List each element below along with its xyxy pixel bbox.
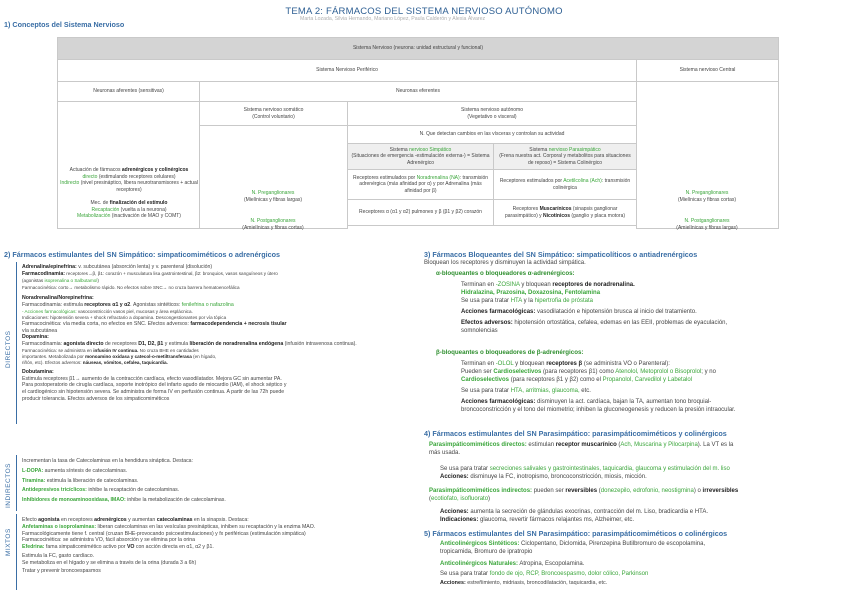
alpha-blockers-title: α-bloqueantes o bloqueadores α-adrenérgicos: — [436, 270, 575, 277]
noradrenaline-receptors-cell: Receptores estimulados por Noradrenalina (NA): transmisión adrenérgica (más afinidad por α) y por Adrenalina (más afinidad por β) — [348, 170, 494, 200]
indirectos-block: Incrementan la tasa de Catecolaminas en la hendidura sináptica. Destaca: L-DOPA: aumenta síntesis de catecolaminas. Tiramina: estimula la liberación de catecolaminas. Antidepresivos tricíclicos: inhibe la recaptación de catecolaminas. Inhibidores de monoaminooxidasa, IMAO: inhibe la metabolización de catecolaminas. — [22, 458, 226, 503]
postganglionic-1: N. Postganglionares (Amielínicas y fibras cortas) — [242, 218, 304, 231]
indirect-uses: Acciones: aumenta la secreción de glándulas exocrinas, contracción del m. Liso, bradicardia e HTA. Indicaciones: glaucoma, revertir fármacos relajantes ms, Alzheimer, etc. — [440, 509, 709, 524]
page-title: TEMA 2: FÁRMACOS DEL SISTEMA NERVIOSO AUTÓNOMO — [285, 6, 563, 17]
somatic-cell: Sistema nervioso somático (Control voluntario) — [200, 102, 348, 126]
autonomic-cell: Sistema nervioso autónomo (Vegetativo o visceral) — [348, 102, 637, 126]
beta-blockers-title: β-bloqueantes o bloqueadores de β-adrenérgicos: — [436, 349, 584, 356]
mixtos-block: Efecto agonista en receptores adrenérgicos y aumentan catecolaminas en la sinapsis. Destaca: Anfetaminas o isoprolaminas: liberan catecolaminas en las vesículas presinápticas, inhiben su recaptación y la enzima MAO. Farmacológicamente tiene f. central (cruzan BHE-provocando psicoestimulaciones) y fx periféricas (estimulación simpática) Farmacocinética: se administra VO, fácil absorción y se elimina por la orina Efedrina: fama simpaticomimético activo por VO con acción directa en α1, α2 y β1. Estimula la FC, gasto cardíaco. Se metaboliza en el hígado y se elimina a través de la orina (durada 3 a 6h) Tratar y prevenir broncoespasmos — [22, 517, 316, 575]
afferent-cell: Neuronas aferentes (sensitivas) — [58, 82, 200, 102]
central-blank-cell — [637, 82, 779, 229]
side-label-indirectos: INDIRECTOS — [5, 463, 12, 508]
acetylcholine-receptors-cell: Receptores estimulados por Acetilcolina (Ach): transmisión colinérgica — [494, 170, 637, 200]
visceral-detect-cell: N. Que detectan cambios en las vísceras y controlan su actividad — [348, 126, 637, 144]
directos-bracket — [16, 262, 17, 424]
preganglionic-1: N. Preganglionares (Mielínicas y fibras largas) — [243, 190, 303, 203]
side-label-mixtos: MIXTOS — [5, 528, 12, 556]
somatic-blank-cell — [200, 126, 348, 229]
anticholinergic-block: Anticolinérgicos Sintéticos: Ciclopentano, Diclomida, Pirenzepina Butilbromuro de escopolamina, tropicamida, Bromuro de ipratropio Anticolinérgicos Naturales: Atropina, Escopolamina. Se usa para tratar fondo de ojo, RCP, Broncoespasmo, dolor cólico, Parkinson Acciones: estreñimiento, midriasis, broncodilatación, taquicardia, etc. — [440, 541, 706, 587]
section-1-title: 1) Conceptos del Sistema Nervioso — [4, 20, 125, 29]
efferent-cell: Neuronas eferentes — [200, 82, 637, 102]
indirectos-bracket — [16, 455, 17, 511]
alpha-blockers-block: Terminan en -ZOSINA y bloquean receptores de noradrenalina. Hidralazina, Prazosina, Doxazosina, Fentolamina Se usa para tratar HTA y la hipertrofia de próstata Acciones farmacológicas: vasodilatación e hipotensión brusca al inicio del tratamiento. Efectos adversos: hipotensión ortostática, cefalea, edemas en las EEII, problemas de eyaculación, somnolencias — [461, 282, 728, 335]
section-2-title: 2) Fármacos estimulantes del SN Simpático: simpaticomiméticos o adrenérgicos — [4, 250, 281, 259]
directos-block: Adrenalina/epinefrina: v. subcutánea (absorción lenta) y v. parenteral (disolución) Farmacodinamia: receptores→β, β1: corazón + musculatura lisa gastrointestinal, β2: bronquios, vasos sanguíneos y útero (agonistas isoprenalina o Salbutamol) Farmacocinética: corto→ metabolismo rápido. No efectos sobre SNC→ no cruza barrera hematoencefálica Noradrenalina/Norepinefrina: Farmacodinamia: estimula receptores α1 y α2. Agonistas sintéticos: fenilefrina o nafazolina - Acciones farmacológicas: vasoconstricción vasos piel, mucosas y área esplácnica. Indicaciones: hipotensión severa + shock refractario a dopamina. Descongestionantes por vía tópica Farmacocinética: vía media corta, no efectos en SNC. Efectos adversos: farmacodependencia + necrosis tisular vía subcutánea Dopamina: Farmacodinamia: agonista directo de receptores D1, D2, β1 y estimula liberación de noradrenalina endógena (infusión intravenosa continua). Farmacocinética: se administra en infusión IV continua. No cruza BHE en cantidades importantes. Metabolizada por monoamino oxidasa y catecol-o-metiltransferasa (en hígado, riñón, etc). Efectos adversos: náuseas, vómitos, cefalea, taquicardia. Dobutamina: Estimula receptores β1→ aumento de la contracción cardíaca, efecto vasodilatador. Mejora GC sin aumentar PA. Para postoperatorio de cirugía cardíaca, soporte inotrópico del infarto agudo de miocardio (IAM), el shock séptico y el cardiogénico sin hipotensión severa. Se administra de forma IV en perfusión continua. A partir de las 72h puede producir tolerancia. Efectos adversos de los simpaticomiméticos — [22, 264, 357, 402]
parasympathomimetic-direct: Parasimpáticomiméticos directos: estimulan receptor muscarínico (Ach, Muscarina y Pilocarpina). La VT es la más usada. — [429, 442, 734, 457]
section-5-title: 5) Fármacos estimulantes del SN Parasimpático: parasimpáticomiméticos o colinérgicos — [424, 529, 728, 538]
peripheral-cell: Sistema Nervioso Periférico — [58, 60, 637, 82]
section-3-intro: Bloquean los receptores y disminuyen la actividad simpática. — [424, 260, 586, 266]
parasympathetic-cell: Sistema nervioso Parasimpático (Frena nuestra act. Corporal y metabolitos para situaciones de reposo) = Sistema Colinérgico — [494, 144, 637, 170]
side-label-directos: DIRECTOS — [5, 330, 12, 368]
authors: Marta Lozada, Silvia Hernando, Mariano López, Paula Calderón y Alexia Álvarez — [300, 16, 486, 22]
preganglionic-2: N. Preganglionares (Mielínicas y fibras cortas) — [677, 190, 737, 203]
section-3-title: 3) Fármacos Bloqueantes del SN Simpático: simpaticolíticos o antiadrenérgicos — [424, 250, 698, 259]
muscarinic-nicotinic-cell: Receptores Muscarínicos (sinapsis ganglionar parasimpático) y Nicotínicos (ganglio y placa motora) — [494, 200, 637, 226]
beta-blockers-block: Terminan en -OLOL y bloquean receptores β (se administra VO o Parenteral): Pueden ser Cardioselectivos (para receptores β1) como Atenolol, Metoprolol o Bisoprolol; y no Cardioselectivos (para receptores β1 y β2) como el Propanolol, Carvedilol y Labetalol Se usa para tratar HTA, arritmias, glaucoma, etc. Acciones farmacológicas: disminuyen la act. cardíaca, bajan la TA, aumentan tono broquial- broncoconstricción y el tono del miometrio; inhiben la gluconeogenesis y reducen la presión intraocular. — [461, 361, 736, 414]
postganglionic-2: N. Postganglionares (Amielínicas y fibras largas) — [676, 218, 738, 231]
central-cell: Sistema nervioso Central — [637, 60, 779, 82]
alpha-beta-receptors-cell: Receptores α (α1 y α2) pulmones y β (β1 y β2) corazón — [348, 200, 494, 226]
parasympathomimetic-indirect: Parasimpáticomiméticos indirectos: pueden ser reversibles (donezepilo, edrofonio, neostigmina) o irreversibles (ecotiofato, isofluorato) — [429, 488, 739, 503]
section-4-title: 4) Fármacos estimulantes del SN Parasimpático: parasimpáticomiméticos y colinérgicos — [424, 429, 727, 438]
ns-root-cell: Sistema Nervioso (neurona: unidad estructural y funcional) — [58, 38, 779, 60]
sympathetic-cell: Sistema nervioso Simpático (Situaciones de emergencia -estimulación externa-) = Sistema Adrenérgico — [348, 144, 494, 170]
mixtos-bracket — [16, 514, 17, 590]
drug-action-block: Actuación de fármacos adrenérgicos y colinérgicos directo (estimulando receptores celulares) Indirecto (nivel presináptico, libera neurotransmisores + actual receptores) Mec. de finalización del estímulo Recaptación (vuelta a la neurona) Metabolización (inactivación de MAO y COMT) — [60, 167, 198, 219]
direct-uses: Se usa para tratar secreciones salivales y gastrointestinales, taquicardia, glaucoma y estimulación del m. liso Acciones: disminuye la FC, inotropismo, broncoconstricción, miosis, micción. — [440, 466, 730, 481]
